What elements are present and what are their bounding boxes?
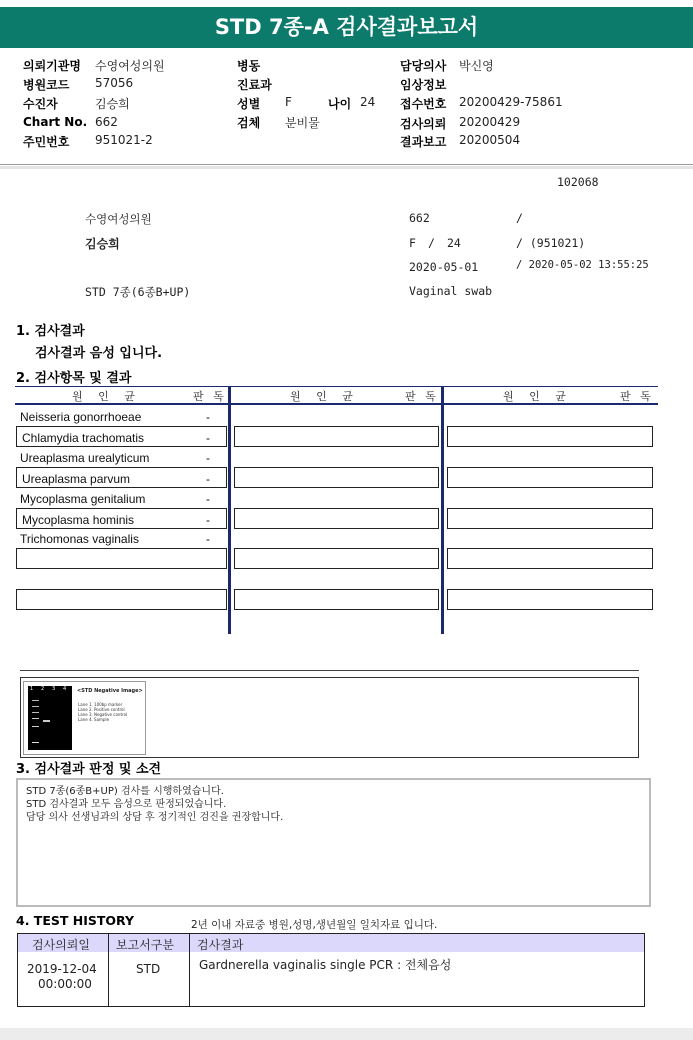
clinic-name: 수영여성의원	[85, 212, 152, 226]
germ-result: -	[206, 472, 210, 486]
col-header-germ: 원 인 균	[290, 390, 359, 403]
lane-number: 1	[30, 686, 34, 692]
header-value: 662	[95, 115, 118, 129]
row-box	[234, 467, 439, 488]
header-value: F	[285, 95, 292, 109]
request-date: 2020-05-01	[409, 260, 479, 274]
history-type: STD	[136, 962, 161, 976]
header-label: 나이	[328, 97, 352, 111]
history-date: 2019-12-04	[27, 962, 97, 976]
germ-name: Ureaplasma parvum	[22, 472, 131, 486]
header-shadow	[0, 166, 693, 169]
header-label: 검체	[237, 116, 261, 130]
header-value: 20200429	[459, 115, 521, 129]
header-label: 주민번호	[23, 135, 70, 149]
germ-result: -	[206, 513, 210, 527]
header-label: Chart No.	[23, 115, 88, 129]
gel-band	[32, 742, 39, 743]
report-title: STD 7종-A 검사결과보고서	[214, 15, 479, 39]
opinion-box	[16, 778, 651, 907]
header-label: 성별	[237, 97, 261, 111]
header-label: 의뢰기관명	[23, 59, 81, 73]
header-value: 박신영	[459, 59, 494, 73]
row-box	[16, 589, 227, 610]
opinion-line: 담당 의사 선생님과의 상담 후 정기적인 검진을 권장합니다.	[26, 812, 284, 823]
history-col-divider	[108, 933, 109, 1007]
gel-band	[32, 706, 39, 707]
lane-number: 3	[52, 686, 56, 692]
row-box	[447, 548, 653, 569]
section4-title: 4. TEST HISTORY	[16, 913, 135, 928]
col-header-germ: 원 인 균	[503, 390, 572, 403]
header-value: 수영여성의원	[95, 59, 165, 73]
gel-legend: Lane 4. Sample	[78, 717, 110, 722]
gel-lanes	[28, 686, 72, 750]
history-result: Gardnerella vaginalis single PCR : 전체음성	[199, 958, 452, 972]
header-value: 951021-2	[95, 133, 153, 147]
germ-result: -	[206, 410, 210, 424]
history-col-divider	[189, 933, 190, 1007]
col-header-result: 판 독	[193, 390, 227, 403]
patient-name: 김승희	[85, 237, 120, 251]
separator: /	[428, 236, 435, 250]
germ-name: Ureaplasma urealyticum	[20, 451, 150, 465]
section2-title: 2. 검사항목 및 결과	[16, 371, 132, 386]
gel-legend: Lane 1. 100bp marker	[78, 702, 123, 707]
row-box	[447, 467, 653, 488]
patient-sex: F	[409, 236, 416, 250]
germ-name: Neisseria gonorrhoeae	[20, 410, 142, 424]
germ-result: -	[206, 532, 210, 546]
history-time: 00:00:00	[38, 977, 92, 991]
report-datetime: / 2020-05-02 13:55:25	[516, 259, 649, 271]
col-header-result: 판 독	[620, 390, 654, 403]
header-label: 검사의뢰	[400, 117, 447, 131]
table-column-divider	[441, 386, 444, 634]
section1-result-text: 검사결과 음성 입니다.	[35, 346, 163, 361]
germ-name: Trichomonas vaginalis	[20, 532, 139, 546]
lane-number: 2	[41, 686, 45, 692]
section1-title: 1. 검사결과	[16, 324, 85, 339]
section3-title: 3. 검사결과 판정 및 소견	[16, 762, 162, 777]
row-box	[234, 548, 439, 569]
header-label: 병원코드	[23, 78, 70, 92]
header-value: 57056	[95, 76, 134, 90]
report-id: 102068	[557, 175, 599, 189]
header-label: 진료과	[237, 78, 272, 92]
gel-band	[32, 712, 39, 713]
header-label: 병동	[237, 59, 261, 73]
gel-band	[32, 700, 39, 701]
col-header-germ: 원 인 균	[72, 390, 141, 403]
test-name: STD 7종(6종B+UP)	[85, 285, 191, 299]
row-box	[234, 508, 439, 529]
gel-divider	[20, 670, 639, 671]
header-label: 담당의사	[400, 59, 447, 73]
patient-birth: / (951021)	[516, 236, 586, 250]
header-label: 결과보고	[400, 135, 447, 149]
germ-result: -	[206, 451, 210, 465]
specimen-type: Vaginal swab	[409, 284, 493, 298]
row-box	[447, 508, 653, 529]
table-column-divider	[228, 386, 231, 634]
row-box	[234, 426, 439, 447]
germ-name: Mycoplasma genitalium	[20, 492, 146, 506]
header-value: 분비물	[285, 116, 320, 130]
separator: /	[516, 211, 523, 225]
germ-name: Chlamydia trachomatis	[22, 431, 145, 445]
row-box	[16, 548, 227, 569]
gel-legend: Lane 3. Negative control	[78, 712, 128, 717]
header-value: 20200429-75861	[459, 95, 563, 109]
row-box	[447, 426, 653, 447]
header-divider	[0, 164, 693, 165]
header-label: 임상정보	[400, 78, 447, 92]
gel-band	[32, 718, 39, 719]
patient-age: 24	[447, 236, 461, 250]
opinion-line: STD 검사결과 모두 음성으로 판정되었습니다.	[26, 799, 227, 810]
header-label: 접수번호	[400, 97, 447, 111]
history-note: 2년 이내 자료중 병원,성명,생년월일 일치자료 입니다.	[191, 919, 438, 931]
table-top-line	[15, 386, 658, 387]
lane-number: 4	[63, 686, 67, 692]
row-box	[234, 589, 439, 610]
footer-band	[0, 1028, 693, 1040]
chart-number: 662	[409, 211, 430, 225]
header-label: 수진자	[23, 97, 58, 111]
opinion-line: STD 7종(6종B+UP) 검사를 시행하였습니다.	[26, 786, 224, 797]
col-header-result: 판 독	[405, 390, 439, 403]
gel-band	[32, 726, 39, 727]
germ-result: -	[206, 431, 210, 445]
gel-legend: Lane 2. Positive control	[78, 707, 125, 712]
row-box	[447, 589, 653, 610]
header-value: 김승희	[95, 97, 130, 111]
history-header-row	[17, 933, 645, 953]
gel-band	[43, 720, 50, 722]
history-header-type: 보고서구분	[116, 938, 174, 952]
header-value: 20200504	[459, 133, 521, 147]
gel-image	[23, 681, 146, 755]
history-header-date: 검사의뢰일	[32, 938, 90, 952]
header-value: 24	[360, 95, 376, 109]
gel-title: <STD Negative Image>	[77, 688, 143, 694]
germ-name: Mycoplasma hominis	[22, 513, 135, 527]
history-header-result: 검사결과	[197, 938, 244, 952]
germ-result: -	[206, 492, 210, 506]
